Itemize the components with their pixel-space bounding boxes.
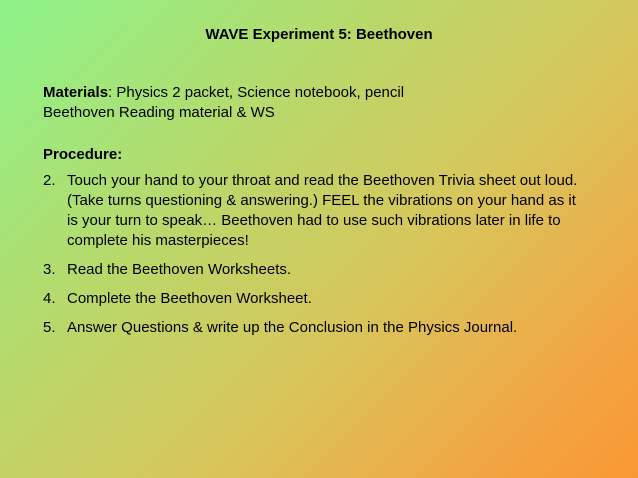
step-number: 5.: [43, 319, 56, 336]
materials-line: [43, 83, 603, 103]
procedure-step-5: [43, 318, 582, 338]
procedure-step-2: [43, 171, 582, 251]
slide-title: WAVE Experiment 5: Beethoven: [205, 26, 433, 43]
materials-label: Materials: [43, 84, 109, 101]
materials-text: : Physics 2 packet, Science notebook, pencil: [108, 84, 405, 101]
materials-section: [43, 83, 603, 123]
procedure-step-3: [43, 260, 582, 280]
procedure-section: [43, 145, 603, 347]
step-text: Read the Beethoven Worksheets.: [67, 261, 292, 278]
step-text: Touch your hand to your throat and read the Beethoven Trivia sheet out loud. (Take turns questioning & answering.) FEEL the vibrations on your hand as it is your turn to speak… Beethoven had to use such vibrations later in life to complete his masterpieces!: [67, 172, 578, 249]
step-text: Complete the Beethoven Worksheet.: [67, 290, 312, 307]
step-number: 3.: [43, 261, 56, 278]
procedure-step-4: [43, 289, 582, 309]
materials-line-2: Beethoven Reading material & WS: [43, 104, 275, 121]
step-number: 2.: [43, 172, 56, 189]
step-number: 4.: [43, 290, 56, 307]
procedure-steps: [43, 171, 603, 338]
procedure-heading: Procedure:: [43, 146, 123, 163]
step-text: Answer Questions & write up the Conclusion in the Physics Journal.: [67, 319, 518, 336]
